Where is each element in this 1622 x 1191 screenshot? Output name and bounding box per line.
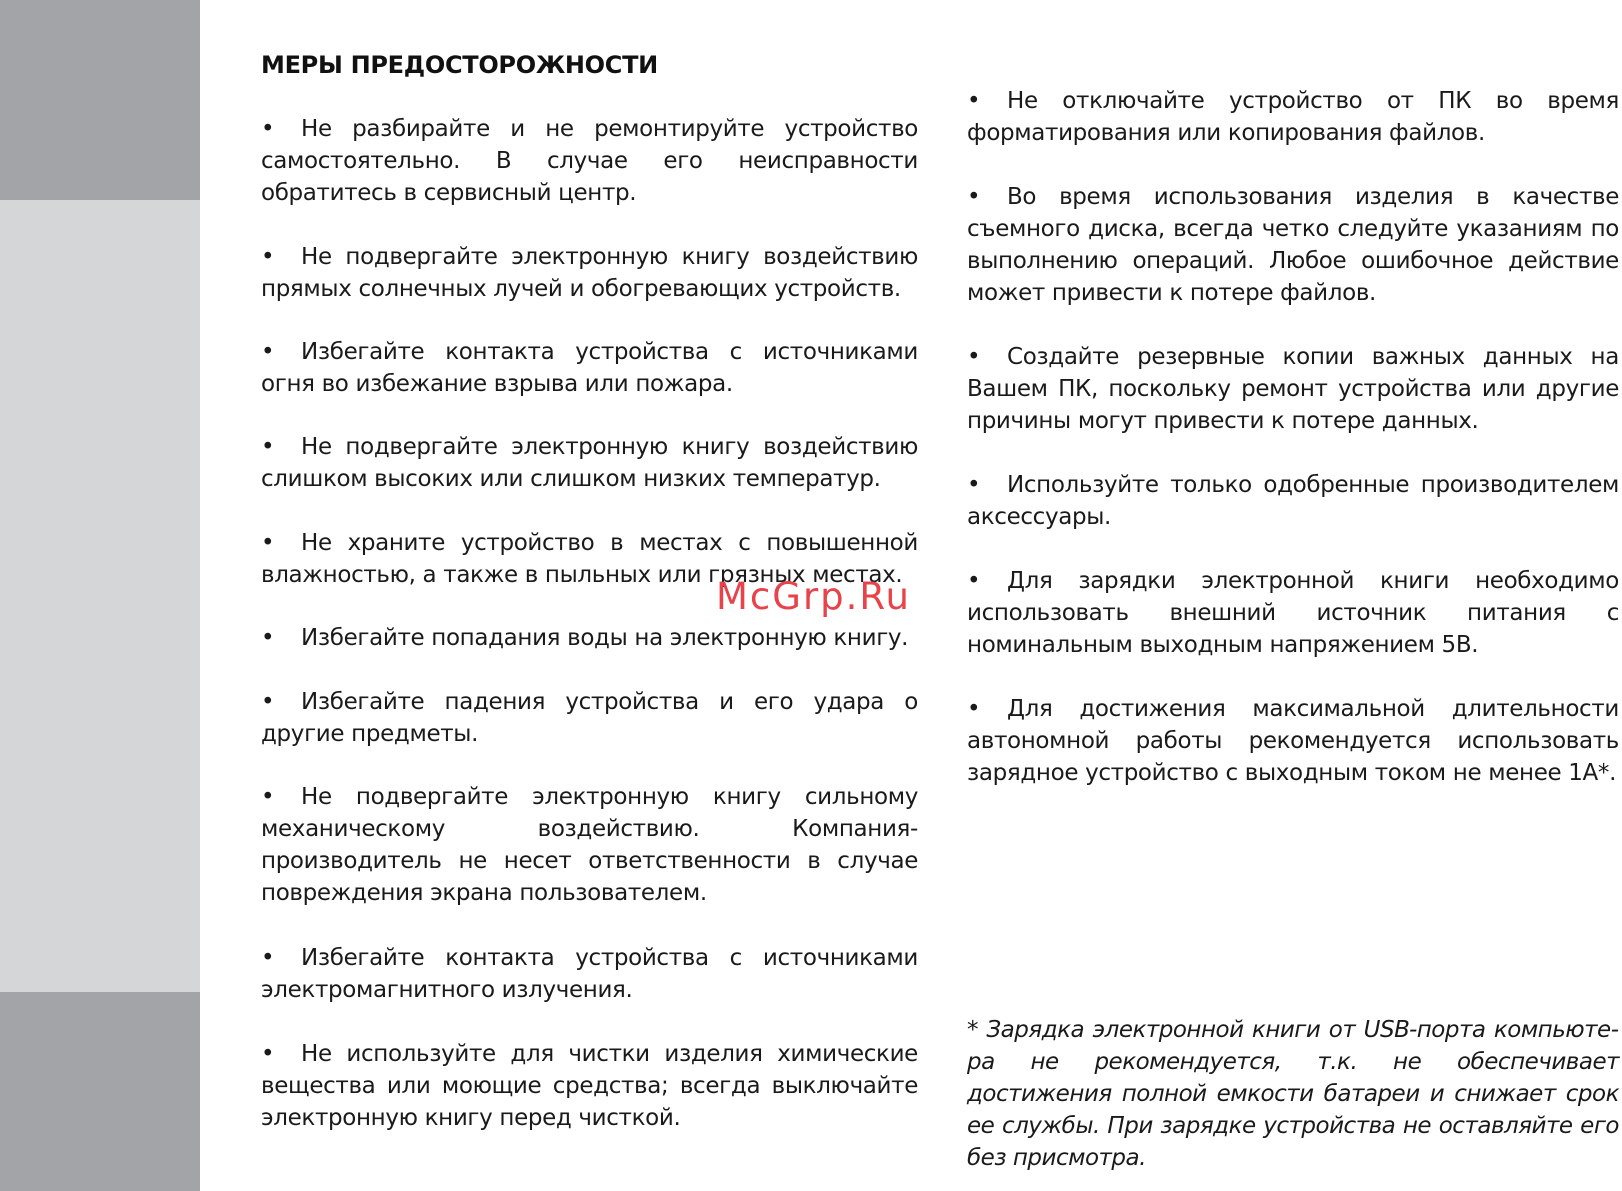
list-item-text: Избегайте контакта устройства с источниками электромагнитного излучения.: [261, 945, 918, 1003]
bullet: •: [261, 1041, 275, 1067]
bullet: •: [967, 88, 981, 114]
list-item: [261, 942, 918, 1006]
list-item: [967, 469, 1619, 533]
list-item-text: Создайте резервные копии важных данных на Вашем ПК, поскольку ремонт устройства или другие причины могут привести к потере данных.: [967, 344, 1619, 434]
list-item: [261, 431, 918, 495]
list-item-text: Не разбирайте и не ремонтируйте устройство самостоятельно. В случае его неисправности обратитесь в сервисный центр.: [261, 116, 918, 206]
list-item: [261, 781, 918, 909]
list-item: [261, 686, 918, 750]
footnote: * Зарядка электронной книги от USB-порта компьютера не рекомендуется, т.к. не обеспечивает достижения полной емкости батареи и снижает срок ее службы. При зарядке устройства не оставляйте его без присмотра.: [967, 1017, 1619, 1171]
bullet: •: [261, 945, 275, 971]
list-item: [967, 341, 1619, 437]
bullet: •: [261, 625, 275, 651]
list-item-text: Не используйте для чистки изделия химические вещества или моющие средства; всегда выключайте электронную книгу перед чисткой.: [261, 1041, 918, 1131]
list-item-text: Используйте только одобренные производителем аксессуары.: [967, 472, 1619, 530]
list-item: [967, 181, 1619, 309]
bullet: •: [261, 244, 275, 270]
side-bar-middle-block: [0, 200, 200, 992]
list-item: [967, 693, 1619, 789]
bullet: •: [261, 116, 275, 142]
list-item-text: Не храните устройство в местах с повышенной влажностью, а также в пыльных или грязных местах.: [261, 530, 918, 588]
list-item: [967, 85, 1619, 149]
bullet: •: [967, 184, 981, 210]
bullet: •: [261, 434, 275, 460]
list-item-text: Избегайте падения устройства и его удара о другие предметы.: [261, 689, 918, 747]
list-item: [967, 565, 1619, 661]
list-item: [261, 241, 918, 305]
page-heading: МЕРЫ ПРЕДОСТОРОЖНОСТИ: [261, 51, 658, 79]
bullet: •: [967, 344, 981, 370]
list-item: [261, 113, 918, 209]
list-item-text: Не подвергайте электронную книгу сильному механическому воздействию. Компания-производитель не несет ответственности в случае повреждения экрана пользователем.: [261, 784, 918, 906]
side-bar-bottom-block: [0, 992, 200, 1191]
list-item: [261, 336, 918, 400]
list-item-text: Для зарядки электронной книги необходимо использовать внешний источник питания с номинальным выходным напряжением 5В.: [967, 568, 1619, 658]
side-bar-top-block: [0, 0, 200, 200]
watermark: McGrp.Ru: [716, 575, 911, 618]
list-item-text: Не подвергайте электронную книгу воздействию прямых солнечных лучей и обогревающих устройств.: [261, 244, 918, 302]
list-item-text: Не подвергайте электронную книгу воздействию слишком высоких или слишком низких температур.: [261, 434, 918, 492]
list-item-text: Избегайте контакта устройства с источниками огня во избежание взрыва или пожара.: [261, 339, 918, 397]
side-bar: [0, 0, 200, 1191]
list-item-text: Во время использования изделия в качестве съемного диска, всегда четко следуйте указаниям по выполнению операций. Любое ошибочное действие может привести к потере файлов.: [967, 184, 1619, 306]
bullet: •: [967, 696, 981, 722]
bullet: •: [967, 568, 981, 594]
list-item-text: Избегайте попадания воды на электронную книгу.: [301, 625, 909, 651]
bullet: •: [967, 472, 981, 498]
bullet: •: [261, 784, 275, 810]
list-item-text: Не отключайте устройство от ПК во время форматирования или копирования файлов.: [967, 88, 1619, 146]
list-item-text: Для достижения максимальной длительности автономной работы рекомендуется использовать зарядное устройство с выходным током не менее 1А*.: [967, 696, 1619, 786]
bullet: •: [261, 339, 275, 365]
list-item: [261, 1038, 918, 1134]
bullet: •: [261, 689, 275, 715]
list-item: [261, 622, 918, 654]
bullet: •: [261, 530, 275, 556]
